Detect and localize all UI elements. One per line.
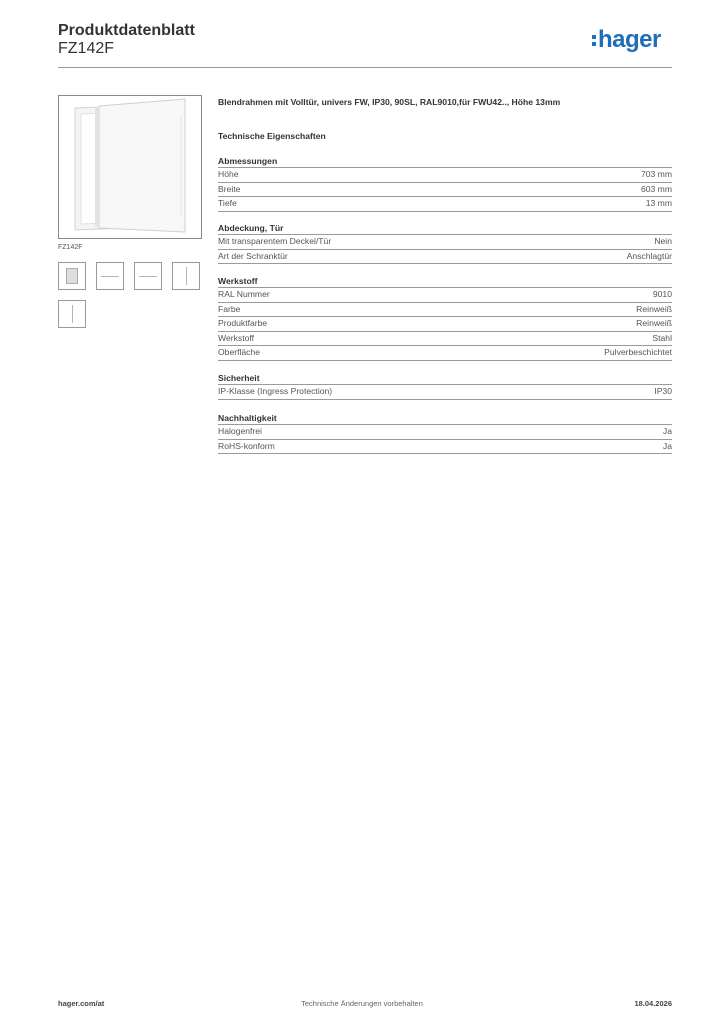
group-sustainability xyxy=(218,412,672,454)
article-number: FZ142F xyxy=(58,40,115,57)
row-value: Ja xyxy=(662,440,672,451)
row-value: Nein xyxy=(654,236,672,246)
table-row xyxy=(218,317,672,332)
table-row xyxy=(218,235,672,250)
row-label: RoHS-konform xyxy=(218,440,275,451)
footer-date: 18.04.2026 xyxy=(634,999,672,1008)
row-label: RAL Nummer xyxy=(218,289,270,299)
row-value: Stahl xyxy=(652,332,672,343)
table-row xyxy=(218,425,672,440)
row-value: Ja xyxy=(662,426,672,436)
table-row xyxy=(218,440,672,455)
footer-disclaimer: Technische Änderungen vorbehalten xyxy=(301,999,423,1008)
table-row xyxy=(218,183,672,198)
group-heading: Abdeckung, Tür xyxy=(218,222,672,235)
row-label: Halogenfrei xyxy=(218,426,262,436)
thumb-side-icon xyxy=(139,276,157,277)
row-label: Art der Schranktür xyxy=(218,250,288,261)
hager-logo xyxy=(592,28,661,52)
header-divider xyxy=(58,67,672,68)
table-row xyxy=(218,385,672,400)
image-caption: FZ142F xyxy=(58,244,83,251)
row-label: Tiefe xyxy=(218,198,237,208)
row-value: 9010 xyxy=(652,289,672,299)
thumb-side-icon xyxy=(101,276,119,277)
table-row xyxy=(218,303,672,318)
thumbnail-edge-2[interactable] xyxy=(58,300,86,328)
row-value: 703 mm xyxy=(640,169,672,179)
table-row xyxy=(218,332,672,347)
thumb-edge-icon xyxy=(72,305,73,323)
row-value: Pulverbeschichtet xyxy=(604,347,672,357)
row-label: Werkstoff xyxy=(218,332,254,343)
logo-mark-icon xyxy=(592,33,596,47)
door-frame-product-icon xyxy=(59,96,201,238)
page-title: Produktdatenblatt xyxy=(58,22,195,39)
group-dimensions xyxy=(218,155,672,212)
table-row xyxy=(218,250,672,265)
section-label: Technische Eigenschaften xyxy=(218,131,326,141)
row-value: IP30 xyxy=(654,386,672,396)
thumbnail-edge-1[interactable] xyxy=(172,262,200,290)
row-value: 603 mm xyxy=(640,183,672,194)
group-heading: Sicherheit xyxy=(218,372,672,385)
table-row xyxy=(218,197,672,212)
table-row xyxy=(218,168,672,183)
row-label: IP-Klasse (Ingress Protection) xyxy=(218,386,333,396)
row-label: Mit transparentem Deckel/Tür xyxy=(218,236,332,246)
row-label: Produktfarbe xyxy=(218,318,268,328)
row-label: Oberfläche xyxy=(218,347,261,357)
product-image xyxy=(58,95,202,239)
thumbnail-side-2[interactable] xyxy=(134,262,162,290)
row-value: 13 mm xyxy=(645,198,672,208)
group-cover-door xyxy=(218,222,672,264)
group-heading: Nachhaltigkeit xyxy=(218,412,672,425)
logo-text: hager xyxy=(598,26,661,53)
product-title: Blendrahmen mit Volltür, univers FW, IP30, 90SL, RAL9010,für FWU42.., Höhe 13mm xyxy=(218,97,561,107)
row-label: Farbe xyxy=(218,303,241,314)
row-label: Höhe xyxy=(218,169,239,179)
row-value: Anschlagtür xyxy=(626,250,672,261)
group-heading: Werkstoff xyxy=(218,275,672,288)
group-material xyxy=(218,275,672,361)
thumbnail-side-1[interactable] xyxy=(96,262,124,290)
row-value: Reinweiß xyxy=(636,318,672,328)
table-row xyxy=(218,346,672,361)
group-safety xyxy=(218,372,672,400)
table-row xyxy=(218,288,672,303)
thumbnail-front[interactable] xyxy=(58,262,86,290)
row-label: Breite xyxy=(218,183,241,194)
group-heading: Abmessungen xyxy=(218,155,672,168)
footer-website[interactable]: hager.com/at xyxy=(58,999,105,1008)
thumb-front-icon xyxy=(66,268,78,284)
row-value: Reinweiß xyxy=(636,303,672,314)
thumb-edge-icon xyxy=(186,267,187,285)
